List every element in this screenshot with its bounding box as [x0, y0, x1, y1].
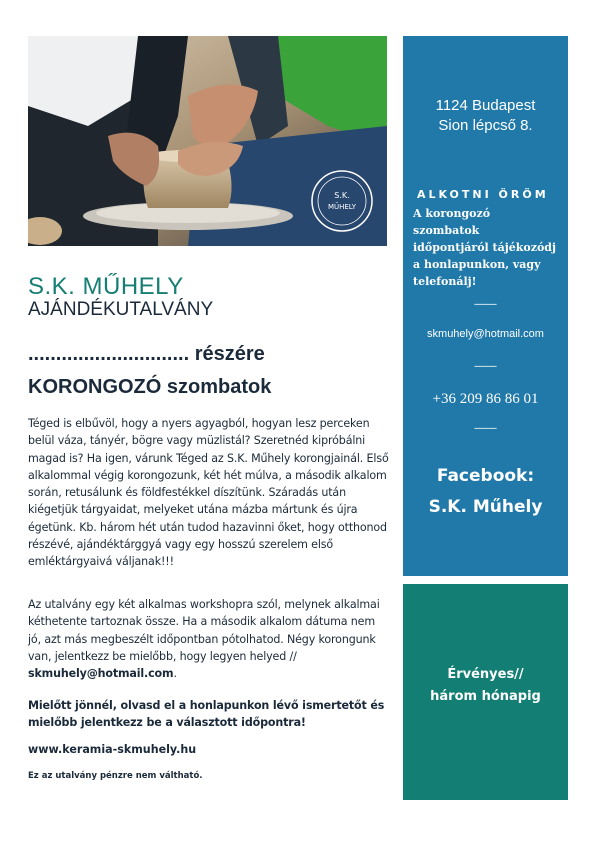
terms-text: Az utalvány egy két alkalmas workshopra szól, melynek alkalmai kéthetente tartoznak össze. Ha a második alkalom dátuma nem jó, azt más megbeszélt időpontban pótolhatod. Négy korongunk van, jelentkezz be mielőbb, hogy legyen helyed // — [28, 598, 380, 663]
recipient-line: ............................. részére — [28, 343, 265, 365]
tagline-block — [413, 188, 556, 290]
separator: ____ — [474, 292, 497, 305]
voucher-terms-paragraph — [28, 596, 390, 682]
facebook-block — [403, 461, 568, 523]
cash-note: Ez az utalvány pénzre nem váltható. — [28, 771, 203, 781]
separator: ____ — [474, 354, 497, 367]
contact-email[interactable]: skmuhely@hotmail.com — [28, 667, 174, 681]
info-sidebar — [403, 36, 568, 576]
sidebar-email[interactable]: skmuhely@hotmail.com — [427, 328, 544, 340]
validity-line1: Érvényes// — [447, 667, 524, 682]
address-line1: 1124 Budapest — [435, 97, 536, 114]
course-title: KORONGOZÓ szombatok — [28, 376, 272, 398]
pottery-photo — [28, 36, 387, 246]
phone-number: +36 209 86 86 01 — [432, 391, 539, 407]
facebook-name: S.K. Műhely — [428, 497, 543, 517]
website-link[interactable]: www.keramia-skmuhely.hu — [28, 743, 197, 756]
pottery-wheel-illustration — [28, 36, 387, 246]
tagline-text: A korongozó szombatok időpontjáról tájékozódj a honlapunkon, vagy telefonálj! — [413, 207, 556, 288]
tagline-heading: ALKOTNI ÖRÖM — [417, 188, 549, 201]
terms-period: . — [173, 667, 177, 681]
validity-line2: három hónapig — [430, 689, 541, 704]
address-line2: Sion lépcső 8. — [438, 117, 533, 134]
facebook-label: Facebook: — [436, 466, 535, 486]
address — [403, 96, 568, 136]
description-paragraph: Téged is elbűvöl, hogy a nyers agyagból, hogyan lesz perceken belül váza, tányér, bögre vagy müzlistál? Szeretnéd kipróbálni magad is? Ha igen, várunk Téged az S.K. Műhely korongjainál. Első alkalommal végig korongozunk, két hét múlva, a második alkalom során, retusálunk és földfestékkel díszítünk. Száradás után kiégetjük tárgyaidat, melyeket utána mázba mártunk és újra égetünk. Kb. három hét után tudod hazavinni őket, hogy otthonod részévé, ajándéktárggyá vagy egy hosszú szerelem első emléktárgyaivá váljanak!!! — [28, 417, 389, 569]
brand-title: S.K. MŰHELY — [28, 273, 184, 300]
logo-line1: S.K. — [334, 191, 350, 200]
voucher-subtitle: AJÁNDÉKUTALVÁNY — [28, 299, 214, 320]
instructions-paragraph: Mielőtt jönnél, olvasd el a honlapunkon lévő ismertetőt és mielőbb jelentkezz be a választott időpontra! — [28, 699, 385, 730]
validity-text — [403, 664, 568, 708]
validity-box — [403, 584, 568, 800]
separator: ____ — [474, 416, 497, 429]
logo-line2: MŰHELY — [327, 203, 357, 211]
